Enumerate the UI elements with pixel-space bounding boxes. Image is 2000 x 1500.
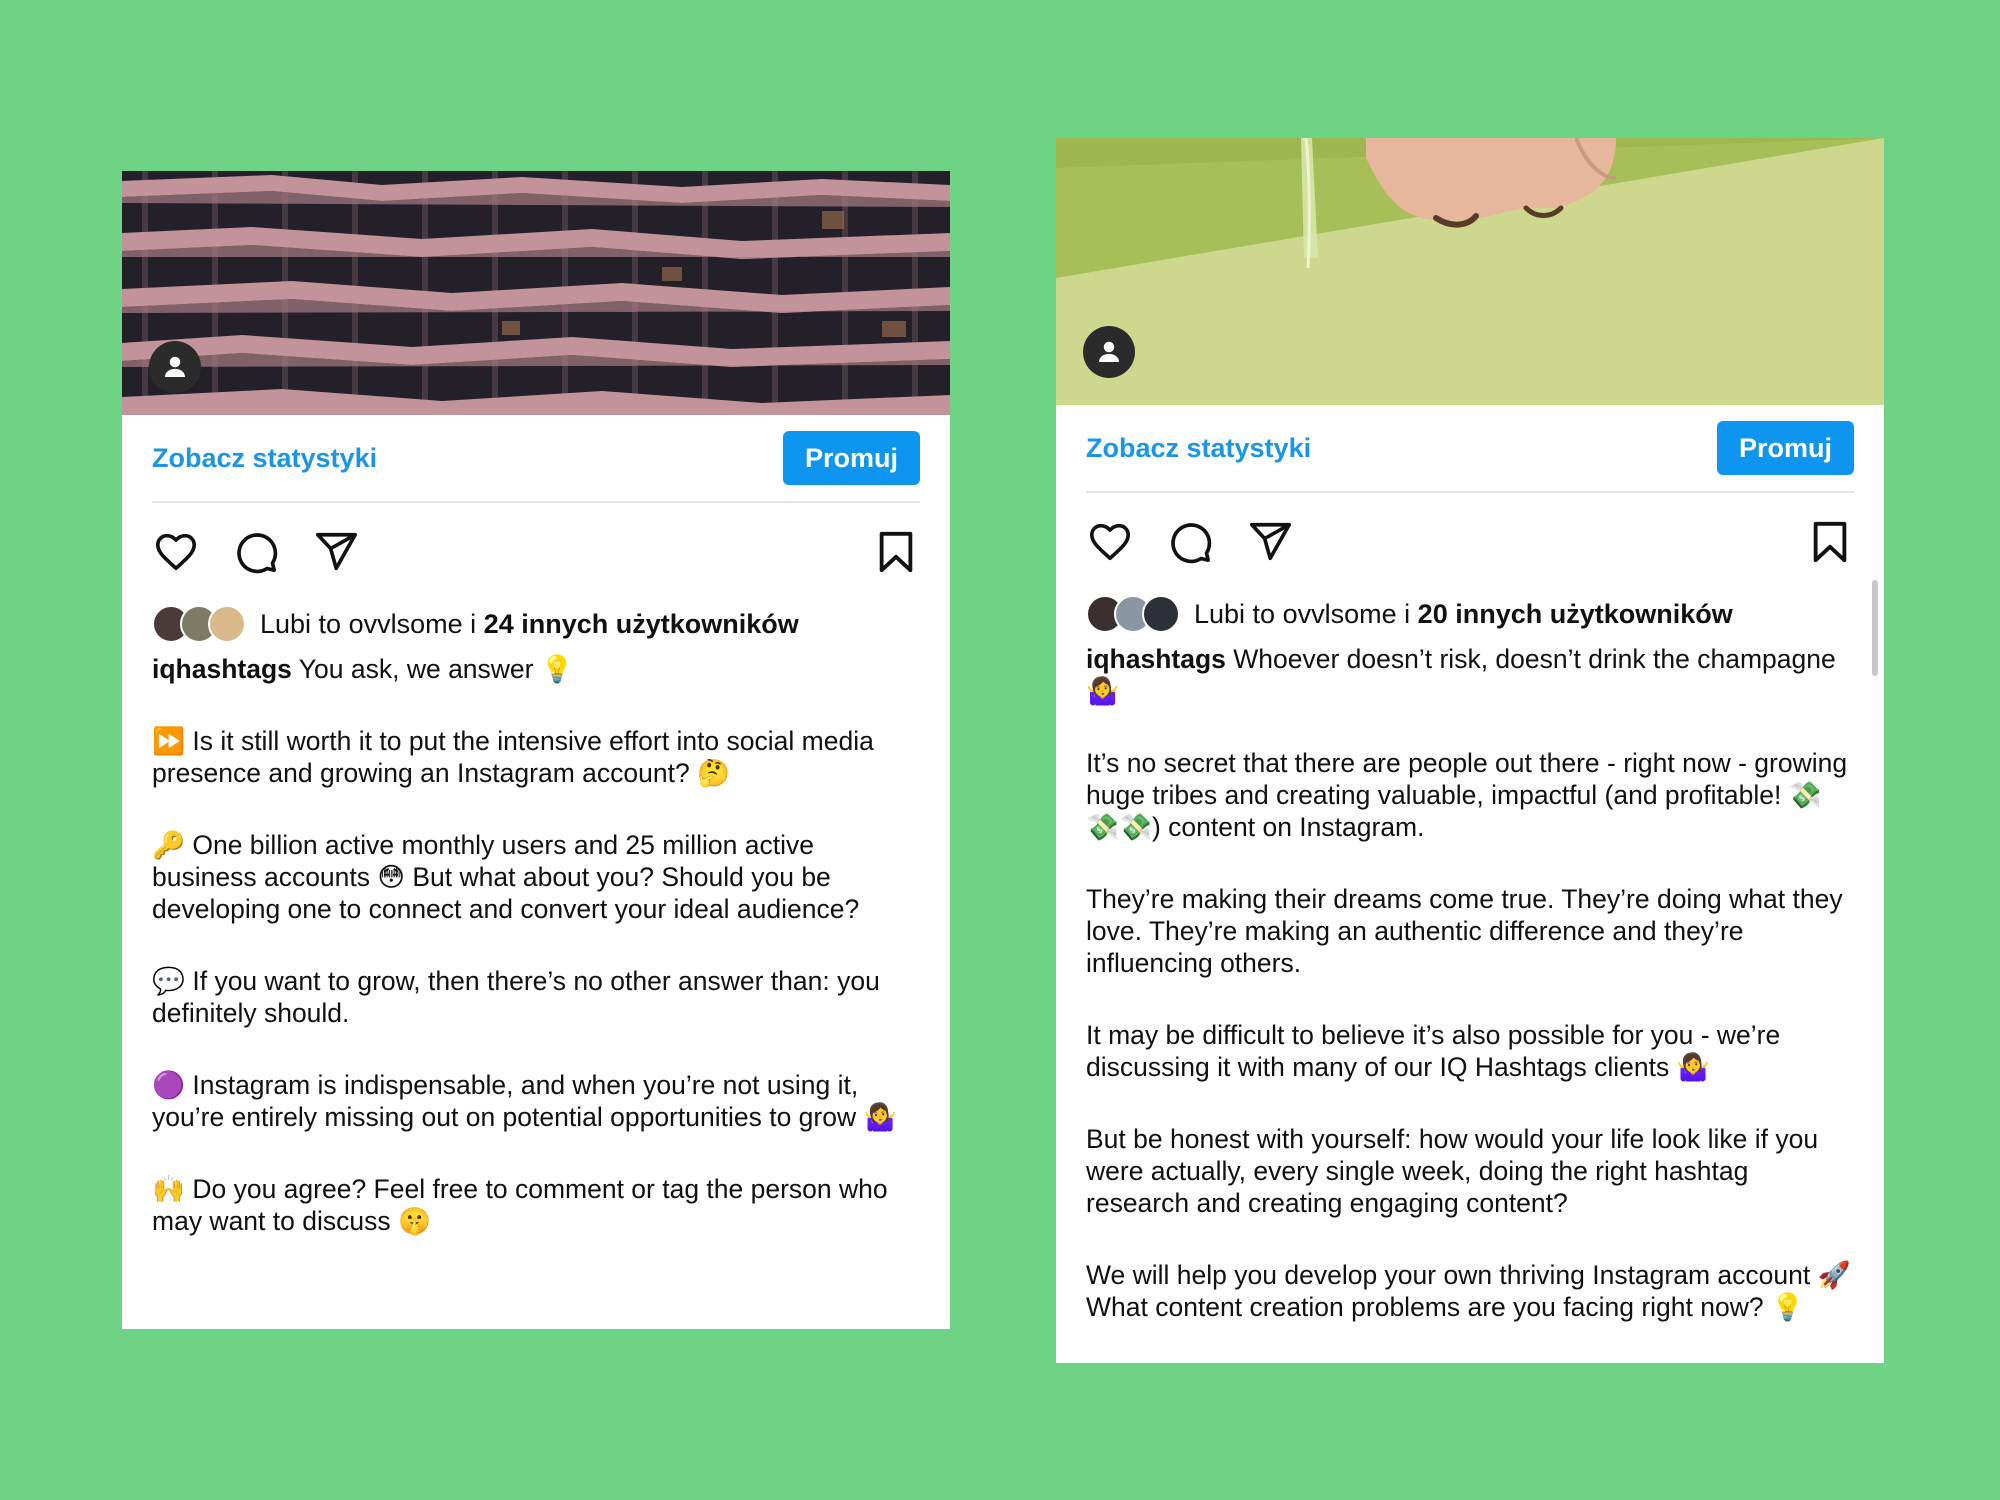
caption-paragraph: We will help you develop your own thriving Instagram account 🚀 What content creation problems are you facing right now? 💡: [1086, 1260, 1851, 1322]
post-image[interactable]: [1056, 138, 1884, 405]
view-insights-link[interactable]: Zobacz statystyki: [1086, 432, 1312, 463]
likes-row: [152, 601, 920, 647]
caption-username[interactable]: iqhashtags: [152, 654, 292, 684]
caption-paragraph: ⏩ Is it still worth it to put the intensive effort into social media presence and growing an Instagram account? 🤔: [152, 726, 874, 788]
likes-count[interactable]: 24 innych użytkowników: [483, 608, 799, 639]
avatar: [208, 605, 246, 643]
user-icon: [160, 352, 190, 382]
liker-username[interactable]: ovvlsome: [348, 608, 463, 639]
caption-paragraph: But be honest with yourself: how would your life look like if you were actually, every single week, doing the right hashtag research and creating engaging content?: [1086, 1124, 1819, 1218]
caption-username[interactable]: iqhashtags: [1086, 644, 1226, 674]
comment-button[interactable]: [1166, 518, 1214, 566]
caption-paragraph: They’re making their dreams come true. They’re doing what they love. They’re making an authentic difference and they’re influencing others.: [1086, 884, 1843, 978]
comment-button[interactable]: [232, 528, 280, 576]
save-button[interactable]: [872, 528, 920, 576]
profile-avatar[interactable]: [149, 341, 201, 393]
comment-icon: [233, 529, 279, 575]
bookmark-icon: [1807, 519, 1853, 565]
like-button[interactable]: [152, 528, 200, 576]
likes-prefix: Lubi to: [260, 608, 342, 639]
caption-paragraph: 🟣 Instagram is indispensable, and when you’re not using it, you’re entirely missing out on potential opportunities to grow 🤷‍♀️: [152, 1070, 897, 1132]
promote-button[interactable]: Promuj: [783, 431, 920, 485]
post-card-right: [1056, 138, 1884, 1363]
post-card-left: [122, 171, 950, 1329]
heart-icon: [153, 529, 199, 575]
caption-intro: You ask, we answer 💡: [298, 654, 574, 684]
action-bar: [1086, 493, 1854, 591]
liker-avatars[interactable]: [1086, 595, 1180, 633]
avatar: [1142, 595, 1180, 633]
likes-prefix: Lubi to: [1194, 598, 1276, 629]
caption-paragraph: 🔑 One billion active monthly users and 25 million active business accounts 😳 But what about you? Should you be developing one to connect and convert your ideal audience?: [152, 830, 860, 924]
send-icon: [1247, 519, 1293, 565]
stats-row: [1086, 405, 1854, 493]
post-caption: [152, 653, 920, 1237]
like-button[interactable]: [1086, 518, 1134, 566]
stats-row: [152, 415, 920, 503]
caption-paragraph: 💬 If you want to grow, then there’s no other answer than: you definitely should.: [152, 966, 880, 1028]
promote-button[interactable]: Promuj: [1717, 421, 1854, 475]
send-icon: [313, 529, 359, 575]
post-image[interactable]: [122, 171, 950, 415]
likes-joiner: i: [1404, 598, 1411, 629]
liker-avatars[interactable]: [152, 605, 246, 643]
comment-icon: [1167, 519, 1213, 565]
caption-paragraph: It’s no secret that there are people out there - right now - growing huge tribes and creating valuable, impactful (and profitable! 💸💸💸) content on Instagram.: [1086, 748, 1848, 842]
building-photo: [122, 171, 950, 415]
heart-icon: [1087, 519, 1133, 565]
champagne-photo: [1056, 138, 1884, 405]
user-icon: [1094, 337, 1124, 367]
bookmark-icon: [873, 529, 919, 575]
caption-paragraph: 🙌 Do you agree? Feel free to comment or tag the person who may want to discuss 🤫: [152, 1174, 888, 1236]
caption-intro: Whoever doesn’t risk, doesn’t drink the champagne 🤷‍♀️: [1086, 644, 1836, 706]
profile-avatar[interactable]: [1083, 326, 1135, 378]
share-button[interactable]: [1246, 518, 1294, 566]
scrollbar[interactable]: [1872, 580, 1878, 676]
view-insights-link[interactable]: Zobacz statystyki: [152, 442, 378, 473]
caption-paragraph: It may be difficult to believe it’s also possible for you - we’re discussing it with many of our IQ Hashtags clients 🤷‍♀️: [1086, 1020, 1781, 1082]
save-button[interactable]: [1806, 518, 1854, 566]
likes-joiner: i: [470, 608, 477, 639]
likes-count[interactable]: 20 innych użytkowników: [1417, 598, 1733, 629]
likes-row: [1086, 591, 1854, 637]
action-bar: [152, 503, 920, 601]
post-caption: [1086, 643, 1854, 1323]
share-button[interactable]: [312, 528, 360, 576]
liker-username[interactable]: ovvlsome: [1282, 598, 1397, 629]
